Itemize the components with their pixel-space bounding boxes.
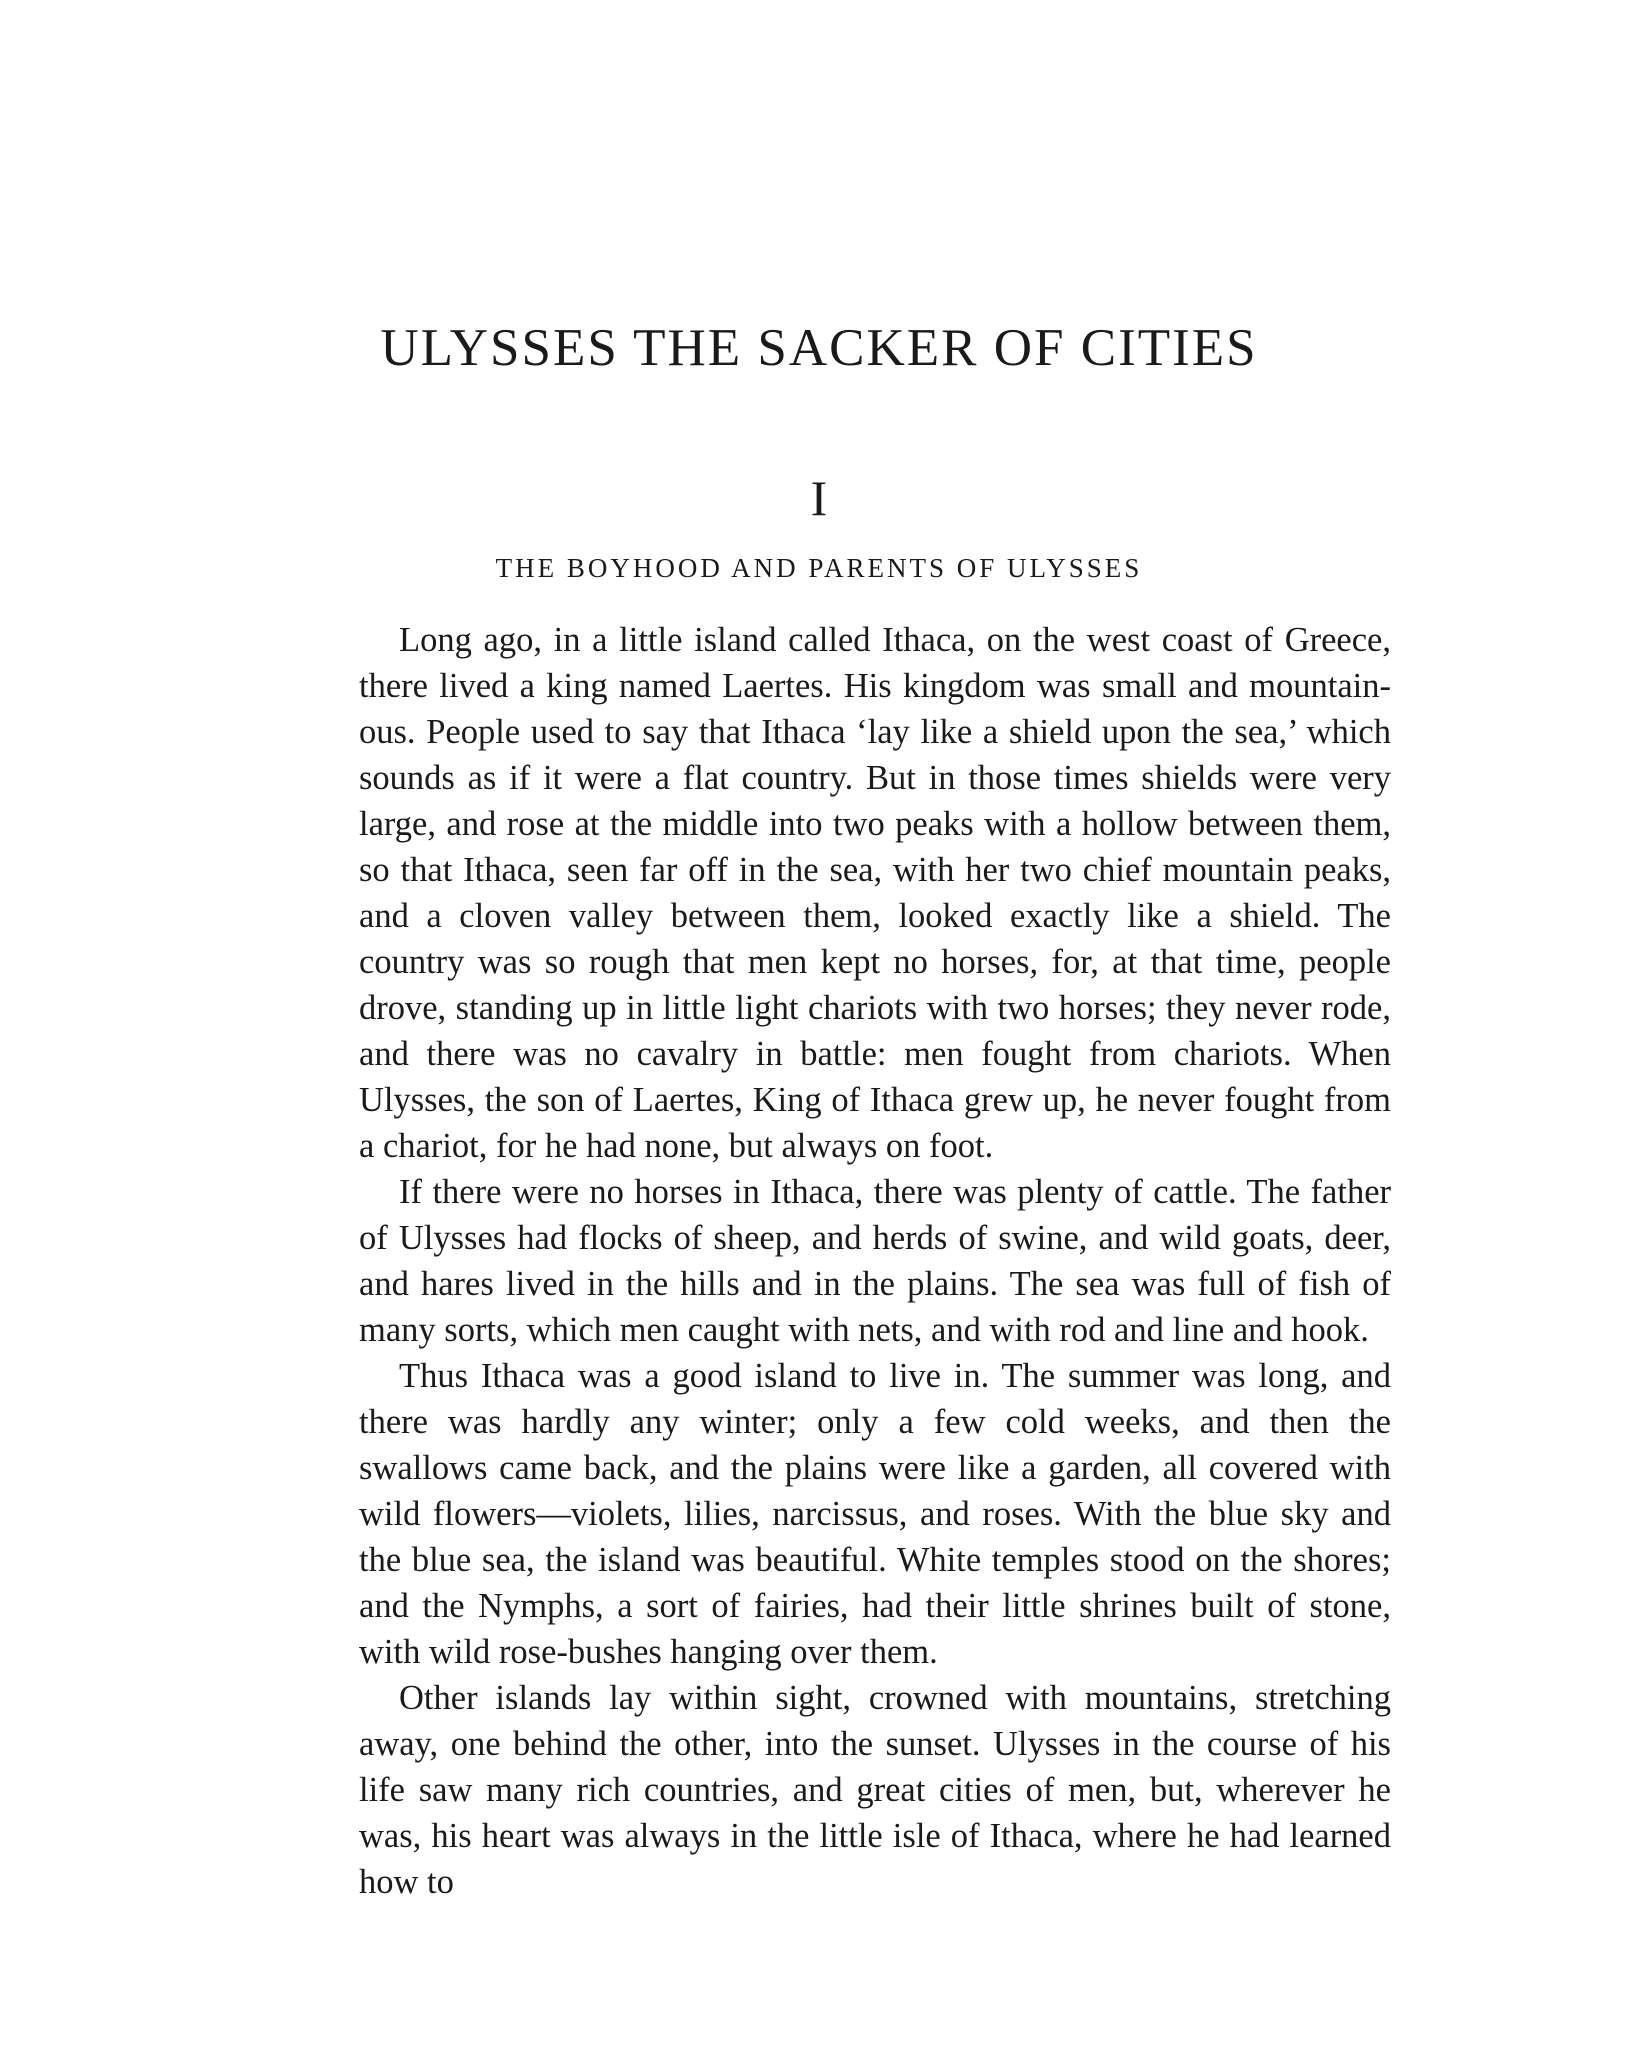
paragraph: Thus Ithaca was a good island to live in. The summer was long, and there was hardly any winter; only a few cold weeks, and then the swallows came back, and the plains were like a garden, all covered with wild flowers—violets, lilies, narcissus, and roses. With the blue sky and the blue sea, the island was beautiful. White temples stood on the shores; and the Nymphs, a sort of fairies, had their little shrines built of stone, with wild rose-bushes hanging over them. (359, 1357, 1391, 1671)
chapter-title: THE BOYHOOD AND PARENTS OF ULYSSES (495, 553, 1143, 583)
chapter-number: I (810, 470, 828, 526)
book-title: ULYSSES THE SACKER OF CITIES (380, 319, 1258, 377)
paragraph: If there were no horses in Ithaca, there was plenty of cattle. The father of Ulysses had flocks of sheep, and herds of swine, and wild goats, deer, and hares lived in the hills and in the plains. The sea was full of fish of many sorts, which men caught with nets, and with rod and line and hook. (359, 1173, 1391, 1349)
paragraph: Long ago, in a little island called Ithaca, on the west coast of Greece, there lived a king named Laertes. His kingdom was small and mountainous. People used to say that Ithaca ‘lay like a shield upon the sea,’ which sounds as if it were a flat country. But in those times shields were very large, and rose at the middle into two peaks with a hollow between them, so that Ithaca, seen far off in the sea, with her two chief mountain peaks, and a cloven valley between them, looked exactly like a shield. The country was so rough that men kept no horses, for, at that time, people drove, standing up in little light chariots with two horses; they never rode, and there was no cavalry in battle: men fought from chariots. When Ulysses, the son of Laertes, King of Ithaca grew up, he never fought from a chariot, for he had none, but always on foot. (359, 621, 1391, 1165)
chapter-body (359, 617, 1391, 1905)
paragraph: Other islands lay within sight, crowned with mountains, stretching away, one behind the other, into the sunset. Ulysses in the course of his life saw many rich countries, and great cities of men, but, wherever he was, his heart was always in the little isle of Ithaca, where he had learned how to (359, 1679, 1391, 1901)
